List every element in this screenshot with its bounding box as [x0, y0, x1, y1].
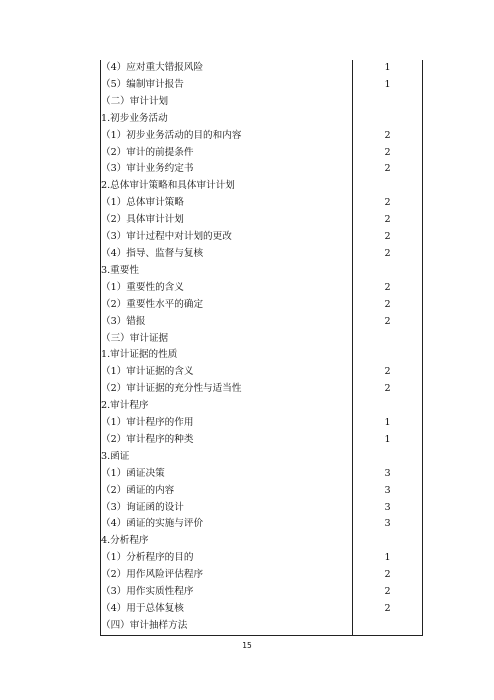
table-row: [101, 128, 423, 145]
level-cell: 2: [353, 161, 423, 178]
table-row: [101, 398, 423, 415]
topic-cell: 3.重要性: [101, 263, 353, 280]
level-cell: 2: [353, 280, 423, 297]
table-row: [101, 533, 423, 550]
level-cell: 1: [353, 77, 423, 94]
topic-cell: （二）审计计划: [101, 94, 353, 111]
table-row: [101, 466, 423, 483]
table-row: [101, 229, 423, 246]
topic-cell: （2）重要性水平的确定: [101, 297, 353, 314]
topic-cell: （3）审计业务约定书: [101, 161, 353, 178]
syllabus-table-body: [101, 60, 423, 635]
topic-cell: 2.审计程序: [101, 398, 353, 415]
topic-cell: （1）初步业务活动的目的和内容: [101, 128, 353, 145]
topic-cell: （2）函证的内容: [101, 483, 353, 500]
table-row: [101, 297, 423, 314]
level-cell: 3: [353, 483, 423, 500]
level-cell: 2: [353, 314, 423, 331]
level-cell: 2: [353, 212, 423, 229]
topic-cell: （2）用作风险评估程序: [101, 567, 353, 584]
table-row: [101, 584, 423, 601]
table-row: [101, 94, 423, 111]
topic-cell: （2）审计的前提条件: [101, 145, 353, 162]
topic-cell: （1）分析程序的目的: [101, 550, 353, 567]
level-cell: [353, 618, 423, 635]
topic-cell: （1）审计程序的作用: [101, 415, 353, 432]
level-cell: [353, 263, 423, 280]
level-cell: 2: [353, 297, 423, 314]
table-row: [101, 618, 423, 635]
level-cell: 3: [353, 466, 423, 483]
table-row: [101, 449, 423, 466]
table-row: [101, 280, 423, 297]
table-row: [101, 314, 423, 331]
table-row: [101, 212, 423, 229]
table-row: [101, 601, 423, 618]
level-cell: 1: [353, 415, 423, 432]
topic-cell: （三）审计证据: [101, 331, 353, 348]
table-row: [101, 483, 423, 500]
level-cell: 1: [353, 60, 423, 77]
topic-cell: （1）函证决策: [101, 466, 353, 483]
topic-cell: （2）具体审计计划: [101, 212, 353, 229]
topic-cell: （四）审计抽样方法: [101, 618, 353, 635]
level-cell: [353, 449, 423, 466]
topic-cell: （4）指导、监督与复核: [101, 246, 353, 263]
table-row: [101, 178, 423, 195]
table-row: [101, 567, 423, 584]
table-row: [101, 550, 423, 567]
level-cell: [353, 398, 423, 415]
topic-cell: （4）用于总体复核: [101, 601, 353, 618]
table-row: [101, 77, 423, 94]
level-cell: 2: [353, 381, 423, 398]
table-row: [101, 500, 423, 517]
level-cell: [353, 111, 423, 128]
level-cell: 1: [353, 550, 423, 567]
table-row: [101, 432, 423, 449]
level-cell: 2: [353, 584, 423, 601]
table-row: [101, 415, 423, 432]
topic-cell: 2.总体审计策略和具体审计计划: [101, 178, 353, 195]
table-row: [101, 331, 423, 348]
table-row: [101, 246, 423, 263]
level-cell: 2: [353, 567, 423, 584]
level-cell: 2: [353, 128, 423, 145]
topic-cell: （3）用作实质性程序: [101, 584, 353, 601]
topic-cell: （3）审计过程中对计划的更改: [101, 229, 353, 246]
table-row: [101, 195, 423, 212]
topic-cell: （4）应对重大错报风险: [101, 60, 353, 77]
level-cell: [353, 178, 423, 195]
level-cell: [353, 331, 423, 348]
table-row: [101, 145, 423, 162]
topic-cell: （3）错报: [101, 314, 353, 331]
table-row: [101, 347, 423, 364]
topic-cell: （2）审计证据的充分性与适当性: [101, 381, 353, 398]
topic-cell: （1）审计证据的含义: [101, 364, 353, 381]
table-row: [101, 381, 423, 398]
level-cell: 2: [353, 195, 423, 212]
topic-cell: （2）审计程序的种类: [101, 432, 353, 449]
level-cell: [353, 94, 423, 111]
table-row: [101, 263, 423, 280]
topic-cell: （1）总体审计策略: [101, 195, 353, 212]
level-cell: 2: [353, 364, 423, 381]
page-number: 15: [242, 641, 252, 650]
topic-cell: （5）编制审计报告: [101, 77, 353, 94]
level-cell: [353, 533, 423, 550]
syllabus-table: [100, 60, 423, 636]
level-cell: 1: [353, 432, 423, 449]
level-cell: 2: [353, 246, 423, 263]
table-row: [101, 111, 423, 128]
table-row: [101, 60, 423, 77]
level-cell: 3: [353, 516, 423, 533]
table-row: [101, 516, 423, 533]
topic-cell: 1.初步业务活动: [101, 111, 353, 128]
topic-cell: 1.审计证据的性质: [101, 347, 353, 364]
table-row: [101, 161, 423, 178]
topic-cell: （4）函证的实施与评价: [101, 516, 353, 533]
level-cell: 2: [353, 601, 423, 618]
topic-cell: 4.分析程序: [101, 533, 353, 550]
level-cell: 3: [353, 500, 423, 517]
topic-cell: 3.函证: [101, 449, 353, 466]
topic-cell: （3）询证函的设计: [101, 500, 353, 517]
level-cell: 2: [353, 229, 423, 246]
table-row: [101, 364, 423, 381]
topic-cell: （1）重要性的含义: [101, 280, 353, 297]
level-cell: 2: [353, 145, 423, 162]
level-cell: [353, 347, 423, 364]
